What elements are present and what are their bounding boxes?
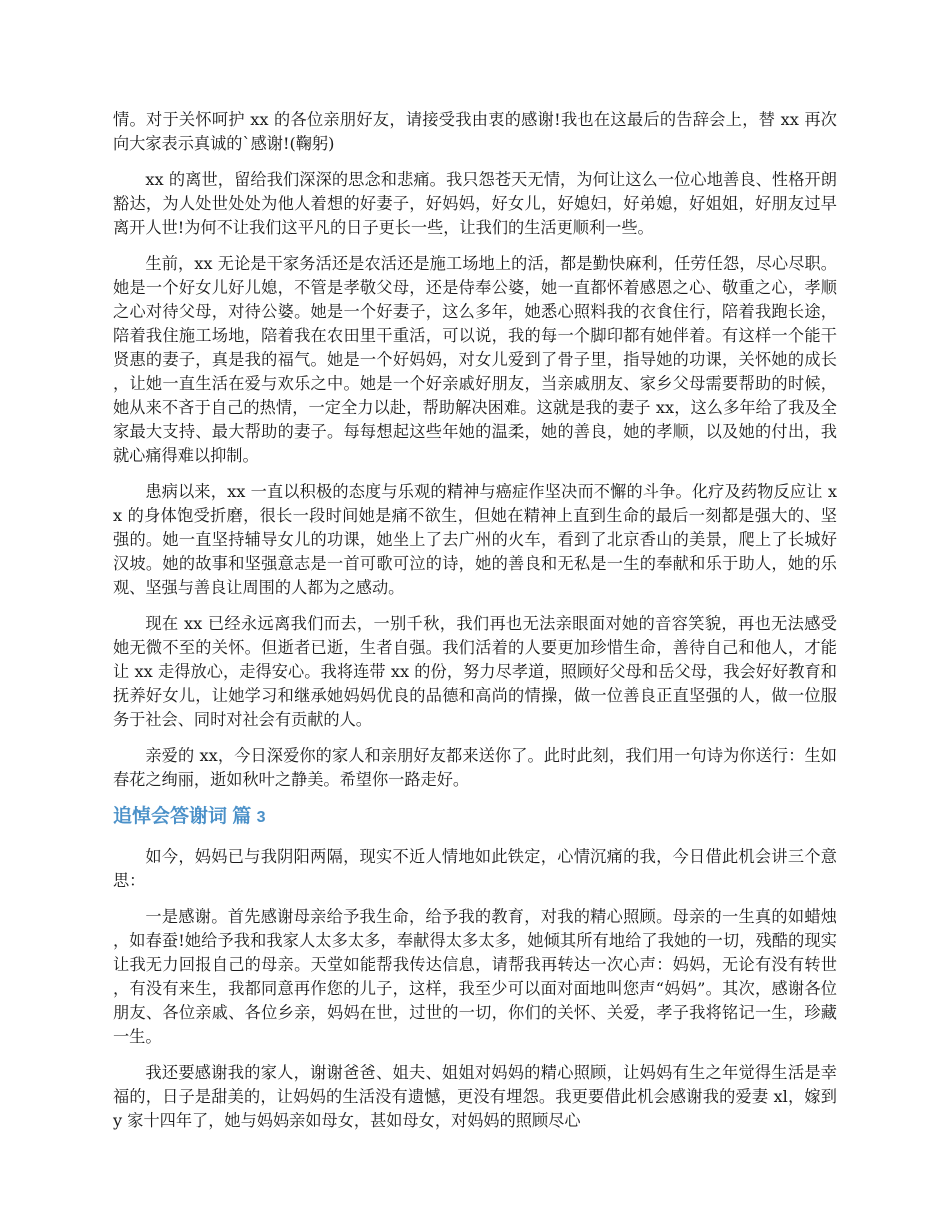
section-heading [113,804,837,831]
paragraph-final-farewell: 亲爱的 xx，今日深爱你的家人和亲朋好友都来送你了。此时此刻，我们用一句诗为你送行：生如春花之绚丽，逝如秋叶之静美。希望你一路走好。 [113,746,837,789]
paragraph-mourning: xx 的离世，留给我们深深的思念和悲痛。我只怨苍天无情，为何让这么一位心地善良、性格开朗豁达，为人处世处处为他人着想的好妻子，好妈妈，好女儿，好媳妇，好弟媳，好姐姐，好朋友过早离开人世!为何不让我们这平凡的日子更长一些，让我们的生活更顺利一些。 [113,170,837,237]
document-page [113,108,837,1145]
paragraph-thanks-mother: 一是感谢。首先感谢母亲给予我生命，给予我的教育，对我的精心照顾。母亲的一生真的如蜡烛，如春蚕!她给予我和我家人太多太多，奉献得太多太多，她倾其所有地给了我她的一切，残酷的现实让我无力回报自己的母亲。天堂如能帮我传达信息，请帮我再转达一次心声：妈妈，无论有没有转世，有没有来生，我都同意再作您的儿子，这样，我至少可以面对面地叫您声“妈妈”。其次，感谢各位朋友、各位亲戚、各位乡亲，妈妈在世，过世的一切，你们的关怀、关爱，孝子我将铭记一生，珍藏一生。 [113,907,837,1046]
paragraph-life-virtues: 生前，xx 无论是干家务活还是农活还是施工场地上的活，都是勤快麻利，任劳任怨，尽心尽职。她是一个好女儿好儿媳，不管是孝敬父母，还是侍奉公婆，她一直都怀着感恩之心、敬重之心，孝顺之心对待父母，对待公婆。她是一个好妻子，这么多年，她悉心照料我的衣食住行，陪着我跑长途，陪着我住施工场地，陪着我在农田里干重活，可以说，我的每一个脚印都有她伴着。有这样一个能干贤惠的妻子，真是我的福气。她是一个好妈妈，对女儿爱到了骨子里，指导她的功课，关怀她的成长，让她一直生活在爱与欢乐之中。她是一个好亲戚好朋友，当亲戚朋友、家乡父母需要帮助的时候，她从来不吝于自己的热情，一定全力以赴，帮助解决困难。这就是我的妻子 xx，这么多年给了我及全家最大支持、最大帮助的妻子。每每想起这些年她的温柔，她的善良，她的孝顺，以及她的付出，我就心痛得难以抑制。 [113,254,837,465]
section-heading-text: 追悼会答谢词 篇 [113,806,252,827]
section-heading-number: 3 [256,809,266,826]
paragraph-closing-thanks: 情。对于关怀呵护 xx 的各位亲朋好友，请接受我由衷的感谢!我也在这最后的告辞会上，替 xx 再次向大家表示真诚的`感谢!(鞠躬) [113,110,837,153]
paragraph-intro: 如今，妈妈已与我阴阳两隔，现实不近人情地如此铁定，心情沉痛的我，今日借此机会讲三个意思： [113,847,837,890]
paragraph-farewell-resolve: 现在 xx 已经永远离我们而去，一别千秋，我们再也无法亲眼面对她的音容笑貌，再也无法感受她无微不至的关怀。但逝者已逝，生者自强。我们活着的人要更加珍惜生命，善待自己和他人，才能让 xx 走得放心，走得安心。我将连带 xx 的份，努力尽孝道，照顾好父母和岳父母，我会好好教育和抚养好女儿，让她学习和继承她妈妈优良的品德和高尚的情操，做一位善良正直坚强的人，做一位服务于社会、同时对社会有贡献的人。 [113,614,837,729]
paragraph-thanks-family: 我还要感谢我的家人，谢谢爸爸、姐夫、姐姐对妈妈的精心照顾，让妈妈有生之年觉得生活是幸福的，日子是甜美的，让妈妈的生活没有遗憾，更没有埋怨。我更要借此机会感谢我的爱妻 xl，嫁到 y 家十四年了，她与妈妈亲如母女，甚如母女，对妈妈的照顾尽心 [113,1063,837,1130]
paragraph-illness-struggle: 患病以来，xx 一直以积极的态度与乐观的精神与癌症作坚决而不懈的斗争。化疗及药物反应让 xx 的身体饱受折磨，很长一段时间她是痛不欲生，但她在精神上直到生命的最后一刻都是强大的、坚强的。她一直坚持辅导女儿的功课，她坐上了去广州的火车，看到了北京香山的美景，爬上了长城好汉坡。她的故事和坚强意志是一首可歌可泣的诗，她的善良和无私是一生的奉献和乐于助人，她的乐观、坚强与善良让周围的人都为之感动。 [113,482,837,597]
